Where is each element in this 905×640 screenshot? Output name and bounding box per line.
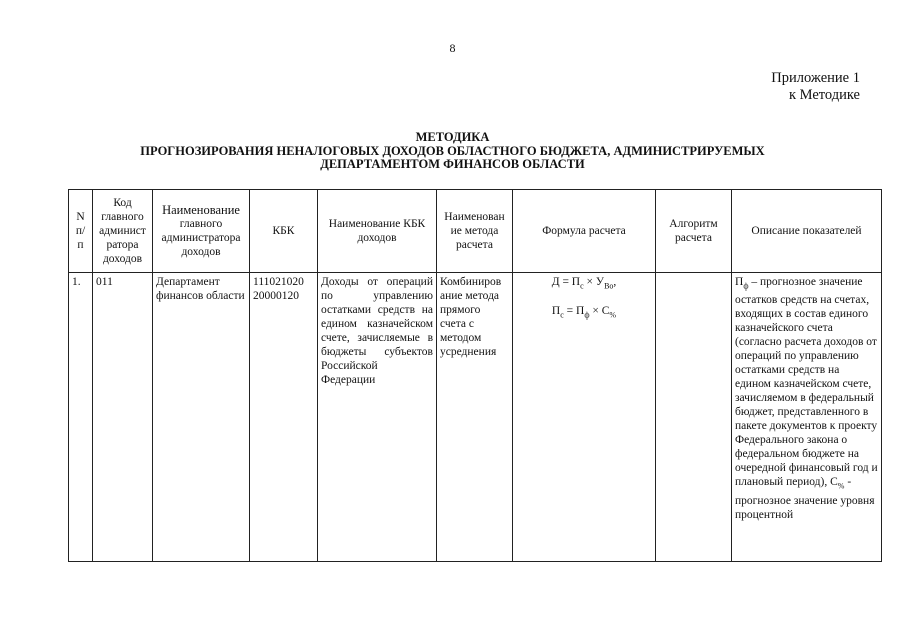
kbk-line: 111021020 bbox=[253, 276, 304, 288]
header-admin-code-line: доходов bbox=[102, 253, 143, 265]
title-line-2: ПРОГНОЗИРОВАНИЯ НЕНАЛОГОВЫХ ДОХОДОВ ОБЛАСТНОГО БЮДЖЕТА, АДМИНИСТРИРУЕМЫХ bbox=[140, 143, 765, 158]
cell-admin-code: 011 bbox=[93, 273, 153, 562]
appendix-line-2: к Методике bbox=[788, 87, 860, 103]
kbk-line: 20000120 bbox=[253, 290, 299, 302]
method-line: ание метода bbox=[440, 290, 500, 302]
header-admin-name bbox=[153, 190, 250, 273]
header-admin-code-line: Код bbox=[113, 197, 132, 209]
formula-line-2 bbox=[516, 304, 652, 322]
title-line-1: МЕТОДИКА bbox=[415, 130, 490, 144]
header-num-line: п/ bbox=[75, 225, 86, 237]
formula-text: × У bbox=[583, 276, 605, 288]
method-line: Комбиниров bbox=[440, 276, 502, 288]
cell-admin-name: Департамент финансов области bbox=[153, 273, 250, 562]
header-num bbox=[69, 190, 93, 273]
cell-formula bbox=[513, 273, 656, 562]
method-line: методом bbox=[440, 332, 482, 344]
desc-symbol: С bbox=[830, 476, 838, 489]
header-admin-code-line: админист bbox=[99, 225, 146, 237]
header-formula-line: Формула расчета bbox=[542, 225, 626, 237]
page-number: 8 bbox=[449, 41, 456, 55]
header-algorithm-line: расчета bbox=[675, 232, 712, 244]
formula-text: П bbox=[551, 305, 561, 318]
cell-description bbox=[732, 273, 882, 562]
desc-sub: % bbox=[837, 481, 845, 491]
table-row bbox=[69, 273, 882, 562]
header-method-name bbox=[437, 190, 513, 273]
desc-text: - прогнозное значение уровня процентной bbox=[735, 476, 875, 521]
header-formula bbox=[513, 190, 656, 273]
header-kbk-name-line: Наименование КБК bbox=[328, 218, 426, 230]
header-admin-name-line: администратора bbox=[161, 232, 241, 244]
cell-kbk bbox=[250, 273, 318, 562]
header-admin-name-line: Наименование bbox=[162, 203, 240, 217]
header-kbk bbox=[250, 190, 318, 273]
header-method-name-line: Наименован bbox=[444, 211, 505, 223]
desc-sub: ф bbox=[743, 281, 749, 291]
formula-sub: с bbox=[580, 281, 584, 291]
cell-kbk-name: Доходы от операций по управлению остатками средств на едином казначейском счете, зачисляемые в бюджеты субъектов Российской Федерации bbox=[318, 273, 437, 562]
formula-text: Д = П bbox=[551, 276, 581, 288]
formula-sub: % bbox=[609, 310, 617, 320]
header-admin-code bbox=[93, 190, 153, 273]
cell-algorithm bbox=[656, 273, 732, 562]
formula-text: × С bbox=[589, 305, 610, 318]
header-kbk-line: КБК bbox=[272, 225, 295, 237]
methodology-table bbox=[68, 189, 882, 562]
appendix-line-1: Приложение 1 bbox=[771, 70, 860, 86]
table-header-row bbox=[69, 190, 882, 273]
header-description bbox=[732, 190, 882, 273]
header-num-line: N bbox=[76, 211, 85, 223]
document-title bbox=[0, 131, 905, 172]
header-admin-name-line: главного bbox=[179, 218, 223, 230]
header-algorithm bbox=[656, 190, 732, 273]
header-kbk-name-line: доходов bbox=[357, 232, 397, 244]
header-method-name-line: ие метода bbox=[450, 225, 499, 237]
cell-num: 1. bbox=[69, 273, 93, 562]
header-admin-code-line: ратора bbox=[106, 239, 139, 251]
formula-sub: с bbox=[560, 310, 564, 320]
formula-sub: ф bbox=[584, 310, 590, 320]
method-line: счета с bbox=[440, 318, 475, 330]
formula-sub: Во bbox=[604, 281, 614, 291]
method-line: прямого bbox=[440, 304, 481, 316]
header-admin-name-line: доходов bbox=[181, 246, 221, 258]
formula-text: = П bbox=[563, 305, 585, 318]
header-algorithm-line: Алгоритм bbox=[669, 218, 718, 230]
cell-method-name bbox=[437, 273, 513, 562]
header-kbk-name bbox=[318, 190, 437, 273]
header-num-line: п bbox=[77, 239, 84, 251]
title-line-3: ДЕПАРТАМЕНТОМ ФИНАНСОВ ОБЛАСТИ bbox=[320, 157, 585, 171]
header-admin-code-line: главного bbox=[101, 211, 144, 223]
appendix-caption bbox=[771, 70, 860, 104]
method-line: усреднения bbox=[440, 346, 497, 358]
desc-symbol: П bbox=[735, 276, 744, 288]
formula-line-1 bbox=[516, 275, 652, 293]
header-description-line: Описание показателей bbox=[751, 225, 862, 237]
desc-text: – прогнозное значение остатков средств на счетах, входящих в состав единого казначейского счета (согласно расчета доходов от операций по управлению остатками средств на едином казначейском счете, зачисляемом в федеральный бюджет, представленного в пакете документов к проекту Федерального закона о федеральном бюджете на очередной финансовый год и плановый период), bbox=[735, 276, 878, 489]
formula-text: , bbox=[613, 276, 617, 288]
header-method-name-line: расчета bbox=[456, 239, 493, 251]
